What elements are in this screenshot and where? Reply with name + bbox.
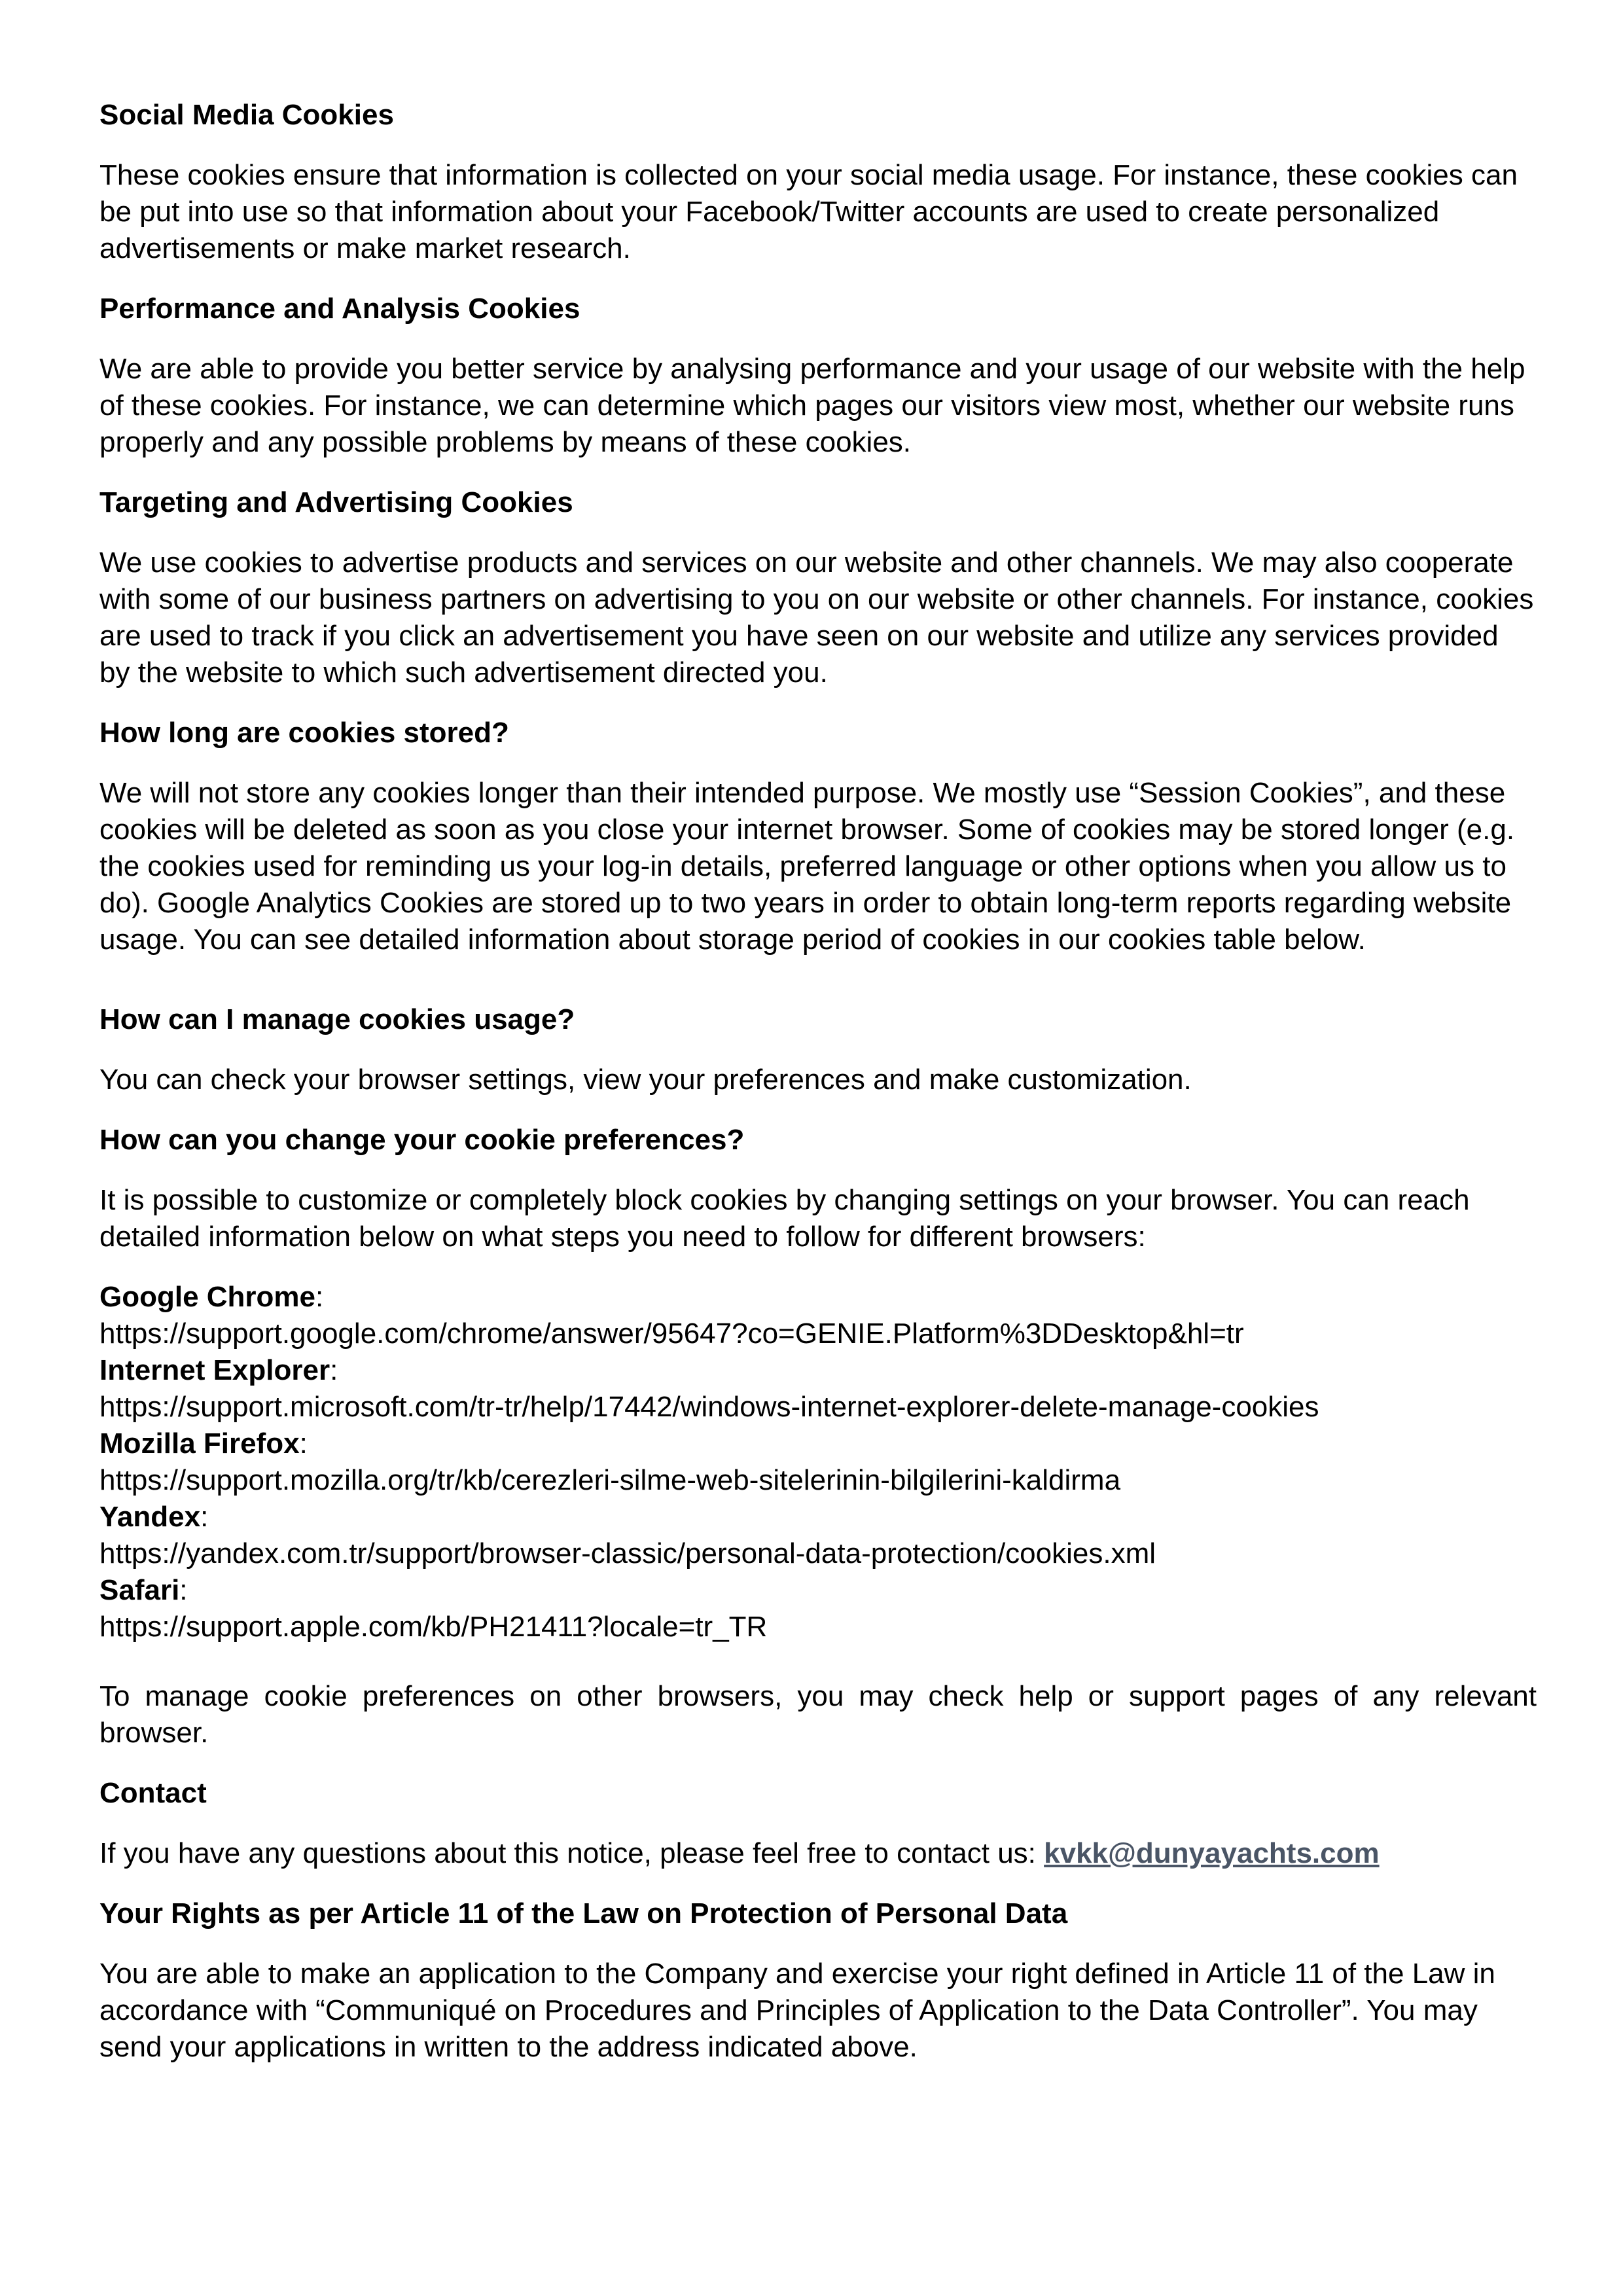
browser-url-firefox[interactable]: https://support.mozilla.org/tr/kb/cerezleri-silme-web-sitelerinin-bilgilerini-kaldirma (99, 1464, 1121, 1496)
change-preferences-heading: How can you change your cookie preferences? (99, 1124, 745, 1156)
storage-duration-text: We will not store any cookies longer than their intended purpose. We mostly use “Session Cookies”, and these cookies will be deleted as soon as you close your internet browser. Some of cookies may be stored longer (e.g. the cookies used for reminding us your log-in details, preferred language or other options when you allow us to do). Google Analytics Cookies are stored up to two years in order to obtain long-term reports regarding website usage. You can see detailed information about storage period of cookies in our cookies table below. (99, 777, 1515, 956)
social-media-cookies-text: These cookies ensure that information is collected on your social media usage. For instance, these cookies can be put into use so that information about your Facebook/Twitter accounts are used to create personalized advertisements or make market research. (99, 159, 1518, 264)
browser-links-list (99, 1279, 1537, 1645)
browser-url-internet-explorer[interactable]: https://support.microsoft.com/tr-tr/help/17442/windows-internet-explorer-delete-manage-cookies (99, 1391, 1319, 1423)
rights-text: You are able to make an application to the Company and exercise your right defined in Article 11 of the Law in accordance with “Communiqué on Procedures and Principles of Application to the Data Controller”. You may send your applications in written to the address indicated above. (99, 1958, 1495, 2063)
browser-name: Yandex (99, 1501, 201, 1533)
targeting-cookies-text: We use cookies to advertise products and services on our website and other channels. We may also cooperate with some of our business partners on advertising to you on our website or other channels. For instance, cookies are used to track if you click an advertisement you have seen on our website and utilize any services provided by the website to which such advertisement directed you. (99, 547, 1534, 689)
contact-heading: Contact (99, 1777, 207, 1809)
performance-cookies-text: We are able to provide you better service by analysing performance and your usage of our website with the help of these cookies. For instance, we can determine which pages our visitors view most, whether our website runs properly and any possible problems by means of these cookies. (99, 353, 1525, 458)
contact-email-link[interactable]: kvkk@dunyayachts.com (1044, 1837, 1380, 1869)
targeting-cookies-heading: Targeting and Advertising Cookies (99, 486, 573, 518)
browser-item-safari (99, 1572, 1537, 1609)
colon: : (179, 1574, 188, 1606)
browser-item-yandex (99, 1499, 1537, 1535)
manage-cookies-text: You can check your browser settings, view your preferences and make customization. (99, 1064, 1192, 1096)
colon: : (200, 1501, 209, 1533)
browser-name: Mozilla Firefox (99, 1427, 300, 1460)
browser-url-chrome[interactable]: https://support.google.com/chrome/answer/95647?co=GENIE.Platform%3DDesktop&hl=tr (99, 1318, 1244, 1350)
manage-cookies-heading: How can I manage cookies usage? (99, 1003, 575, 1035)
browser-url-yandex[interactable]: https://yandex.com.tr/support/browser-classic/personal-data-protection/cookies.xml (99, 1537, 1156, 1570)
browser-name: Google Chrome (99, 1281, 316, 1313)
document-page (99, 97, 1537, 2089)
change-preferences-text: It is possible to customize or completely block cookies by changing settings on your browser. You can reach detailed information below on what steps you need to follow for different browsers: (99, 1184, 1470, 1253)
browser-item-internet-explorer (99, 1352, 1537, 1389)
social-media-cookies-heading: Social Media Cookies (99, 99, 394, 131)
browser-item-firefox (99, 1426, 1537, 1462)
browser-name: Safari (99, 1574, 180, 1606)
colon: : (330, 1354, 338, 1386)
browser-url-safari[interactable]: https://support.apple.com/kb/PH21411?locale=tr_TR (99, 1611, 768, 1643)
browser-name: Internet Explorer (99, 1354, 330, 1386)
rights-heading: Your Rights as per Article 11 of the Law on Protection of Personal Data (99, 1897, 1068, 1929)
colon: : (299, 1427, 308, 1460)
contact-text (99, 1835, 1537, 1872)
colon: : (315, 1281, 324, 1313)
browser-item-chrome (99, 1279, 1537, 1316)
other-browsers-text: To manage cookie preferences on other browsers, you may check help or support pages of any relevant browser. (99, 1680, 1537, 1749)
performance-cookies-heading: Performance and Analysis Cookies (99, 293, 580, 325)
contact-body: If you have any questions about this notice, please feel free to contact us: (99, 1837, 1044, 1869)
storage-duration-heading: How long are cookies stored? (99, 717, 509, 749)
